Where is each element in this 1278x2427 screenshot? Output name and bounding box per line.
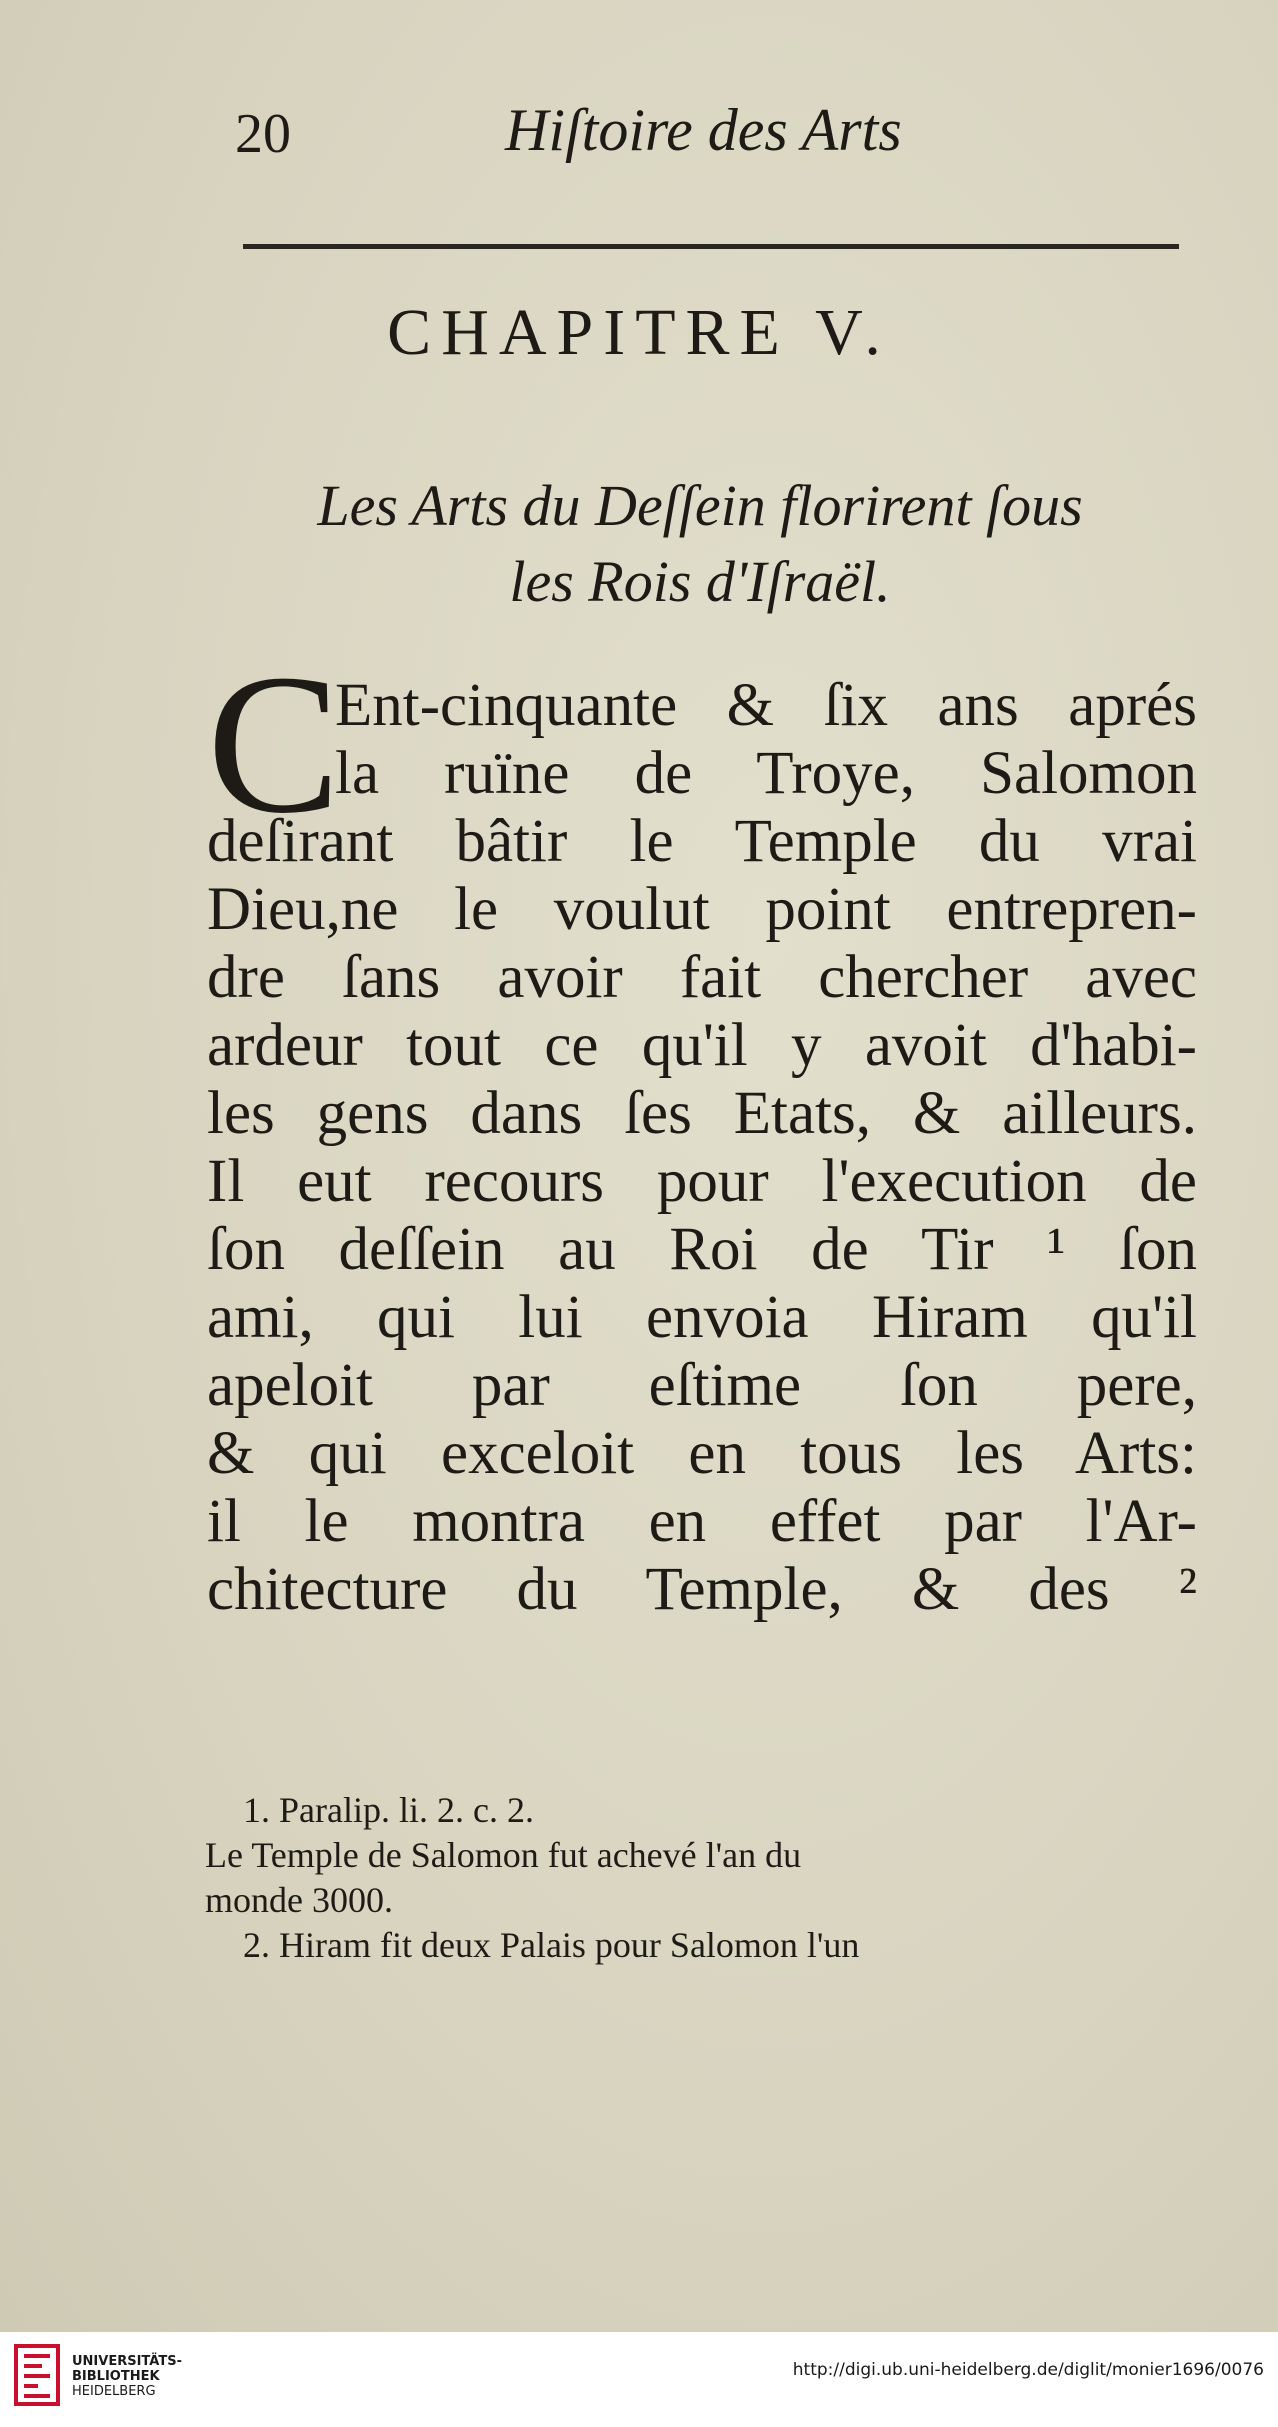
library-name [72, 2354, 182, 2399]
body-line: Il eut recours pour l'execution de [207, 1148, 1197, 1215]
library-name-line: UNIVERSITÄTS- [72, 2354, 182, 2369]
body-line: ami, qui lui envoia Hiram qu'il [207, 1284, 1197, 1351]
university-library-logo-icon [14, 2344, 60, 2406]
chapter-subtitle [200, 468, 1200, 620]
body-line: Ent-cinquante & ſix ans aprés [335, 672, 1197, 739]
body-line: la ruïne de Troye, Salomon [335, 740, 1197, 807]
subtitle-line: les Rois d'Iſraël. [509, 549, 891, 614]
library-footer [0, 2332, 1278, 2427]
body-line: & qui exceloit en tous les Arts: [207, 1420, 1197, 1487]
footnote-line: monde 3000. [205, 1880, 393, 1920]
body-line: chitecture du Temple, & des ² [207, 1556, 1197, 1623]
footnote-line: 2. Hiram fit deux Palais pour Salomon l'un [243, 1925, 860, 1965]
footnote-line: 1. Paralip. li. 2. c. 2. [243, 1790, 534, 1830]
body-text [207, 634, 1197, 1624]
chapter-title: CHAPITRE V. [387, 296, 891, 369]
drop-cap: C [207, 634, 341, 855]
running-head [0, 82, 1278, 172]
body-line: les gens dans ſes Etats, & ailleurs. [207, 1080, 1197, 1147]
body-line: ardeur tout ce qu'il y avoit d'habi- [207, 1012, 1197, 1079]
body-line: dre ſans avoir fait chercher avec [207, 944, 1197, 1011]
body-line: apeloit par eſtime ſon pere, [207, 1352, 1197, 1419]
footnote-line: Le Temple de Salomon fut achevé l'an du [205, 1835, 802, 1875]
running-title: Hiſtoire des Arts [505, 97, 902, 163]
library-name-line: BIBLIOTHEK [72, 2369, 160, 2384]
footnotes [205, 1788, 1185, 1968]
body-line: deſirant bâtir le Temple du vrai [207, 808, 1197, 875]
body-line: Dieu,ne le voulut point entrepren- [207, 876, 1197, 943]
body-line: ſon deſſein au Roi de Tir ¹ ſon [207, 1216, 1197, 1283]
page-number: 20 [235, 103, 291, 165]
library-name-line: HEIDELBERG [72, 2384, 156, 2399]
body-line: il le montra en effet par l'Ar- [207, 1488, 1197, 1555]
header-rule [243, 244, 1179, 249]
source-url-link[interactable]: http://digi.ub.uni-heidelberg.de/diglit/monier1696/0076 [792, 2360, 1264, 2380]
subtitle-line: Les Arts du Deſſein florirent ſous [317, 473, 1083, 538]
